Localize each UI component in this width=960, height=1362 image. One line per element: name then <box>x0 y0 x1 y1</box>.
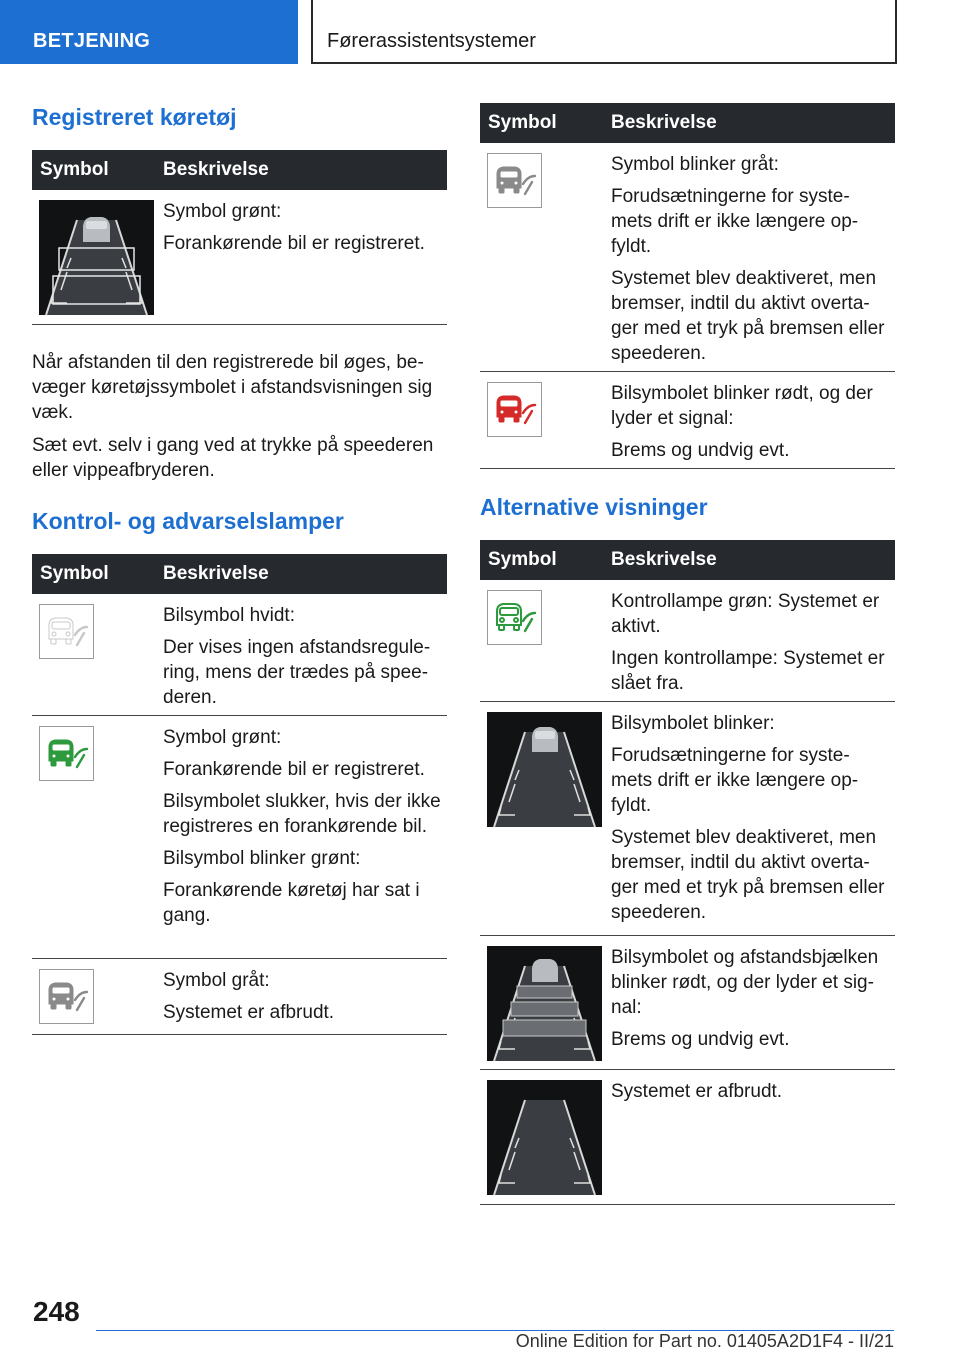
table-header <box>480 540 895 580</box>
col-symbol: Symbol <box>488 549 557 570</box>
table-row <box>480 702 895 936</box>
row-desc-line: Brems og undvig evt. <box>611 1029 790 1050</box>
table-header <box>480 103 895 143</box>
table-row <box>32 190 447 325</box>
page-number: 248 <box>33 1296 80 1327</box>
row-desc-line: Forankørende bil er registreret. <box>163 759 425 780</box>
row-desc-line: Forankørende køretøj har sat i gang. <box>163 880 420 926</box>
row-desc-line: Kontrollampe grøn: Systemet er aktivt. <box>611 591 880 637</box>
table-header <box>32 554 447 594</box>
paragraph: Sæt evt. selv i gang ved at trykke på speederen eller vippeafbryderen. <box>32 435 434 481</box>
table-header <box>32 150 447 190</box>
table-row <box>32 959 447 1035</box>
col-description: Beskrivelse <box>611 549 717 570</box>
table-row <box>32 594 447 716</box>
row-desc-line: Der vises ingen afstandsregule‐ ring, mens der trædes på spee‐ deren. <box>163 637 431 708</box>
table-row <box>480 580 895 702</box>
chapter-tab <box>311 0 897 64</box>
table-row <box>480 936 895 1070</box>
footer-edition: Online Edition for Part no. 01405A2D1F4 - II/21 <box>515 1331 894 1351</box>
row-desc-line: Brems og undvig evt. <box>611 440 790 461</box>
registered-vehicle-table <box>32 150 447 325</box>
road-empty-image <box>487 1080 602 1195</box>
row-desc-line: Symbol grønt: <box>163 201 282 222</box>
car-distance-red-icon <box>487 382 542 437</box>
row-desc-line: Forudsætningerne for syste‐ mets drift er ikke længere op‐ fyldt. <box>611 745 859 816</box>
warning-symbols-table <box>480 103 895 469</box>
row-desc-line: Bilsymbolet og afstandsbjælken blinker rødt, og der lyder et sig‐ nal: <box>611 947 879 1018</box>
row-desc-line: Forudsætningerne for syste‐ mets drift er ikke længere op‐ fyldt. <box>611 186 859 257</box>
heading-indicator-lamps: Kontrol- og advarselslamper <box>32 508 344 534</box>
col-description: Beskrivelse <box>163 563 269 584</box>
row-desc-line: Systemet blev deaktiveret, men bremser, indtil du aktivt overta‐ ger med et tryk på bremsen eller speederen. <box>611 827 885 923</box>
row-desc-line: Bilsymbol hvidt: <box>163 605 295 626</box>
row-desc-line: Symbol gråt: <box>163 970 270 991</box>
heading-alternative-views: Alternative visninger <box>480 494 708 520</box>
section-tab <box>0 0 298 64</box>
row-desc-line: Bilsymbolet slukker, hvis der ikke registreres en forankørende bil. <box>163 791 441 837</box>
row-desc-line: Systemet er afbrudt. <box>611 1081 783 1102</box>
car-distance-grey-icon <box>39 969 94 1024</box>
row-desc-line: Systemet er afbrudt. <box>163 1002 335 1023</box>
row-desc-line: Bilsymbolet blinker: <box>611 713 775 734</box>
row-desc-line: Bilsymbol blinker grønt: <box>163 848 361 869</box>
col-description: Beskrivelse <box>611 112 717 133</box>
road-car-flashing-image <box>487 712 602 827</box>
car-distance-green-icon <box>39 726 94 781</box>
paragraph: Når afstanden til den registrerede bil øges, be‐ væger køretøjssymbolet i afstandsvisningen sig væk. <box>32 352 433 423</box>
table-row <box>32 716 447 959</box>
table-row <box>480 1070 895 1205</box>
row-desc-line: Systemet blev deaktiveret, men bremser, indtil du aktivt overta‐ ger med et tryk på bremsen eller speederen. <box>611 268 885 364</box>
row-desc-line: Ingen kontrollampe: Systemet er slået fra. <box>611 648 885 694</box>
col-symbol: Symbol <box>40 159 109 180</box>
col-symbol: Symbol <box>40 563 109 584</box>
section-label: BETJENING <box>33 30 151 52</box>
indicator-lamps-table <box>32 554 447 1035</box>
car-distance-white-icon <box>39 604 94 659</box>
alternative-views-table <box>480 540 895 1205</box>
car-distance-green-outline-icon <box>487 590 542 645</box>
row-desc-line: Forankørende bil er registreret. <box>163 233 425 254</box>
row-desc-line: Symbol blinker gråt: <box>611 154 779 175</box>
row-desc-line: Symbol grønt: <box>163 727 282 748</box>
car-distance-grey-icon <box>487 153 542 208</box>
chapter-label: Førerassistentsystemer <box>327 30 536 52</box>
table-row <box>480 143 895 372</box>
row-desc-line: Bilsymbolet blinker rødt, og der lyder et signal: <box>611 383 873 429</box>
col-symbol: Symbol <box>488 112 557 133</box>
table-row <box>480 372 895 469</box>
col-description: Beskrivelse <box>163 159 269 180</box>
road-car-distance-bars-image <box>487 946 602 1061</box>
car-ahead-green-image <box>39 200 154 315</box>
heading-registered-vehicle: Registreret køretøj <box>32 104 237 130</box>
